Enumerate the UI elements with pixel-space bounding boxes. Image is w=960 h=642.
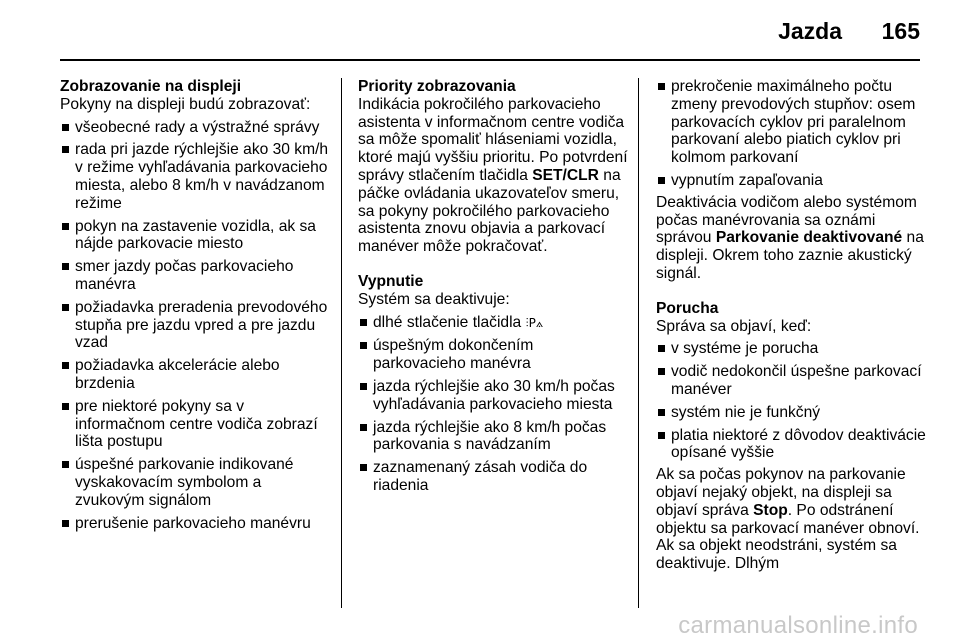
list-item: vodič nedokončil úspešne parkovací manéver bbox=[656, 363, 928, 399]
text-run: . Po odstránení objektu sa parkovací manéver obnoví. Ak sa objekt neodstráni, systém sa deaktivuje. Dlhým bbox=[656, 501, 920, 573]
list-item: pre niektoré pokyny sa v informačnom centre vodiča zobrazí lišta postupu bbox=[60, 398, 332, 451]
column-fault bbox=[656, 78, 928, 573]
list-item: všeobecné rady a výstražné správy bbox=[60, 119, 332, 137]
list-item: smer jazdy počas parkovacieho manévra bbox=[60, 258, 332, 294]
list-item: v systéme je porucha bbox=[656, 340, 928, 358]
list-item: pokyn na zastavenie vozidla, ak sa nájde parkovacie miesto bbox=[60, 218, 332, 254]
list-item bbox=[358, 314, 628, 333]
heading-priority: Priority zobrazovania bbox=[358, 78, 516, 95]
page-number: 165 bbox=[881, 18, 920, 44]
priority-paragraph bbox=[358, 96, 628, 256]
list-item: požiadavka akcelerácie alebo brzdenia bbox=[60, 357, 332, 393]
list-item: úspešné parkovanie indikované vyskakovacím symbolom a zvukovým signálom bbox=[60, 456, 332, 509]
column-priority bbox=[358, 78, 628, 495]
heading-deactivation: Vypnutie bbox=[358, 272, 424, 290]
text-run: dlhé stlačenie tlačidla bbox=[373, 313, 522, 331]
set-clr-label: SET/CLR bbox=[532, 166, 599, 184]
text-run: Ak sa počas pokynov na parkovanie objaví nejaký objekt, na displeji sa objaví správa bbox=[656, 466, 906, 519]
text-run: Deaktivácia vodičom alebo systémom počas manévrovania sa oznámi správou bbox=[656, 193, 917, 247]
deactivation-intro: Systém sa deaktivuje: bbox=[358, 290, 510, 308]
list-item: úspešným dokončením parkovacieho manévra bbox=[358, 337, 628, 373]
column-display bbox=[60, 78, 332, 532]
list-item: rada pri jazde rýchlejšie ako 30 km/h v režime vyhľadávania parkovacieho miesta, alebo 8 km/h v navádzanom režime bbox=[60, 141, 332, 212]
page-header bbox=[0, 0, 960, 60]
message-stop: Stop bbox=[753, 501, 788, 519]
section-title: Jazda bbox=[778, 18, 842, 44]
display-intro: Pokyny na displeji budú zobrazovať: bbox=[60, 95, 311, 113]
fault-intro: Správa sa objaví, keď: bbox=[656, 317, 812, 335]
text-run: na displeji. Okrem toho zaznie akustický signál. bbox=[656, 229, 924, 282]
text-run: na páčke ovládania ukazovateľov smeru, sa pokyny pokročilého parkovacieho asistenta znovu objavia a parkovací manéver môže pokračovať. bbox=[358, 166, 621, 256]
list-item: systém nie je funkčný bbox=[656, 404, 928, 422]
message-parking-deactivated: Parkovanie deaktivované bbox=[715, 229, 903, 247]
parking-button-icon: ⫶P⟑ bbox=[525, 315, 544, 330]
heading-fault: Porucha bbox=[656, 299, 719, 317]
display-list bbox=[60, 119, 332, 533]
deactivation-list-cont bbox=[656, 78, 928, 190]
deactivation-list bbox=[358, 314, 628, 495]
list-item: vypnutím zapaľovania bbox=[656, 172, 928, 190]
list-item: zaznamenaný zásah vodiča do riadenia bbox=[358, 459, 628, 495]
watermark: carmanualsonline.info bbox=[678, 612, 918, 639]
list-item: platia niektoré z dôvodov deaktivácie opísané vyššie bbox=[656, 427, 928, 463]
column-divider bbox=[638, 78, 639, 608]
list-item: prerušenie parkovacieho manévru bbox=[60, 515, 332, 533]
column-divider bbox=[341, 78, 342, 608]
text-run: Indikácia pokročilého parkovacieho asistenta v informačnom centre vodiča sa môže spomaliť hláseniami vozidla, ktoré majú vyššiu prioritu. Po potvrdení správy stlačením tlačidla bbox=[358, 95, 628, 184]
list-item: jazda rýchlejšie ako 8 km/h počas parkovania s navádzaním bbox=[358, 419, 628, 455]
list-item: jazda rýchlejšie ako 30 km/h počas vyhľadávania parkovacieho miesta bbox=[358, 378, 628, 414]
heading-display: Zobrazovanie na displeji bbox=[60, 78, 242, 95]
list-item: požiadavka preradenia prevodového stupňa pre jazdu vpred a pre jazdu vzad bbox=[60, 299, 332, 352]
deactivation-message-paragraph bbox=[656, 194, 928, 283]
stop-message-paragraph bbox=[656, 466, 928, 573]
list-item: prekročenie maximálneho počtu zmeny prevodových stupňov: osem parkovacích cyklov pri paralelnom parkovaní alebo piatich cyklov pri kolmom parkovaní bbox=[656, 78, 928, 167]
header-rule bbox=[60, 59, 920, 61]
fault-list bbox=[656, 340, 928, 462]
